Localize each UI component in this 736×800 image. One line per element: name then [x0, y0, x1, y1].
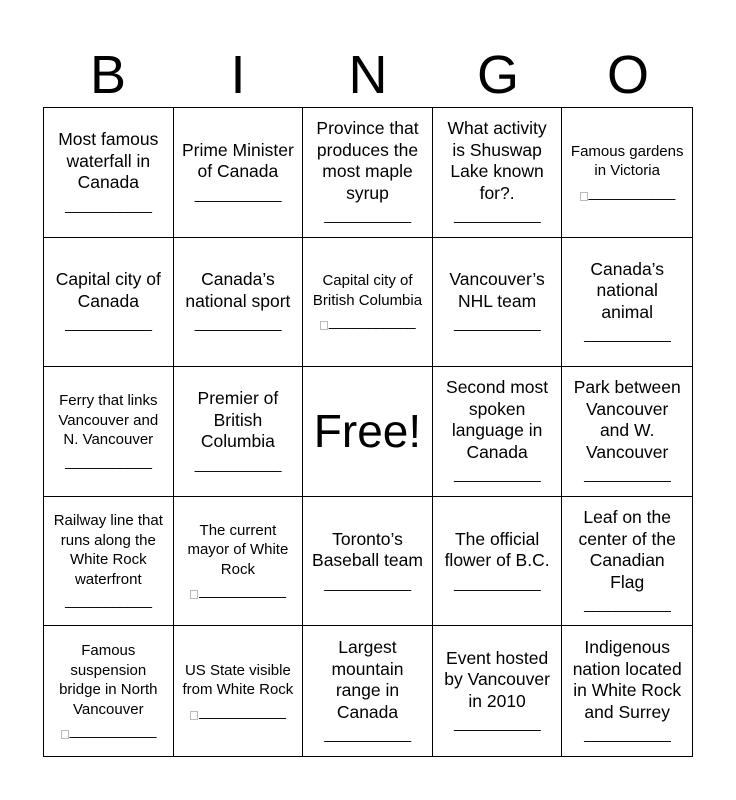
answer-blank: ___________ — [199, 702, 286, 720]
answer-line[interactable] — [324, 206, 410, 226]
checkbox-icon — [320, 321, 328, 330]
answer-line[interactable] — [454, 465, 540, 485]
cell-clue: Province that produces the most maple syrup — [316, 118, 419, 203]
header-letter-o: O — [606, 45, 649, 105]
answer-line[interactable] — [454, 206, 540, 226]
checkbox-icon — [190, 711, 198, 720]
header-letter-i: I — [230, 45, 246, 105]
checkbox-icon — [61, 730, 69, 739]
cell-clue: What activity is Shuswap Lake known for?. — [447, 118, 547, 203]
bingo-cell[interactable] — [562, 497, 692, 627]
bingo-cell[interactable] — [303, 626, 433, 756]
answer-line[interactable] — [190, 702, 285, 722]
answer-line[interactable] — [580, 183, 675, 203]
bingo-cell[interactable] — [433, 626, 563, 756]
answer-blank: ___________ — [194, 315, 282, 333]
bingo-cell[interactable] — [44, 367, 174, 497]
answer-line[interactable] — [584, 465, 670, 485]
cell-clue: Famous gardens in Victoria — [570, 142, 684, 180]
free-space-label: Free! — [313, 405, 422, 458]
answer-blank: ___________ — [324, 207, 411, 225]
header-letter-n: N — [348, 45, 388, 105]
cell-clue: US State visible from White Rock — [182, 661, 294, 699]
answer-blank: ___________ — [584, 466, 671, 484]
header-letter-g: G — [476, 45, 519, 105]
answer-blank: ___________ — [69, 722, 156, 740]
cell-clue: Prime Minister of Canada — [181, 139, 294, 182]
cell-clue: Park between Vancouver and W. Vancouver — [573, 377, 681, 462]
answer-line[interactable] — [195, 455, 281, 475]
cell-clue: Capital city of Canada — [55, 269, 161, 311]
bingo-cell[interactable] — [303, 497, 433, 627]
answer-blank: ___________ — [453, 207, 541, 225]
answer-blank: ___________ — [65, 196, 152, 214]
answer-blank: ___________ — [453, 715, 541, 733]
checkbox-icon — [190, 590, 198, 599]
answer-line[interactable] — [195, 185, 281, 205]
answer-blank: ___________ — [65, 315, 152, 333]
bingo-cell[interactable] — [433, 238, 563, 368]
cell-clue: The current mayor of White Rock — [187, 521, 289, 578]
bingo-cell[interactable] — [44, 238, 174, 368]
answer-line[interactable] — [454, 574, 540, 594]
answer-line[interactable] — [454, 714, 540, 734]
answer-line[interactable] — [65, 196, 151, 216]
answer-blank: ___________ — [453, 466, 541, 484]
answer-line[interactable] — [454, 314, 540, 334]
cell-clue: Ferry that links Vancouver and N. Vancouver — [58, 392, 159, 449]
answer-blank: ___________ — [588, 183, 675, 201]
bingo-cell[interactable] — [174, 238, 304, 368]
cell-clue: Event hosted by Vancouver in 2010 — [444, 647, 550, 711]
cell-clue: Second most spoken language in Canada — [446, 377, 549, 462]
cell-clue: Toronto’s Baseball team — [312, 528, 423, 571]
cell-clue: Canada’s national animal — [590, 258, 664, 322]
answer-blank: ___________ — [194, 455, 282, 473]
checkbox-icon — [580, 192, 588, 201]
answer-blank: ___________ — [65, 592, 152, 610]
answer-blank: ___________ — [453, 574, 541, 592]
free-space-cell[interactable] — [303, 367, 433, 497]
cell-clue: Most famous waterfall in Canada — [58, 129, 159, 193]
bingo-cell[interactable] — [303, 108, 433, 238]
bingo-cell[interactable] — [562, 108, 692, 238]
answer-line[interactable] — [324, 574, 410, 594]
bingo-cell[interactable] — [174, 108, 304, 238]
bingo-cell[interactable] — [562, 367, 692, 497]
answer-blank: ___________ — [328, 313, 416, 331]
header-letter-b: B — [89, 45, 127, 105]
cell-clue: Famous suspension bridge in North Vancouver — [59, 642, 158, 718]
bingo-cell[interactable] — [562, 626, 692, 756]
answer-line[interactable] — [65, 314, 151, 334]
answer-blank: ___________ — [65, 452, 152, 470]
answer-blank: ___________ — [324, 574, 411, 592]
cell-clue: Railway line that runs along the White Rock waterfront — [53, 512, 163, 588]
answer-blank: ___________ — [584, 596, 671, 614]
bingo-cell[interactable] — [562, 238, 692, 368]
bingo-cell[interactable] — [433, 108, 563, 238]
answer-line[interactable] — [324, 725, 410, 745]
cell-clue: Capital city of British Columbia — [312, 272, 423, 309]
bingo-cell[interactable] — [433, 367, 563, 497]
cell-clue: Premier of British Columbia — [197, 388, 279, 452]
cell-clue: Vancouver’s NHL team — [449, 269, 545, 311]
bingo-cell[interactable] — [174, 497, 304, 627]
bingo-grid — [43, 107, 693, 757]
bingo-cell[interactable] — [174, 367, 304, 497]
answer-line[interactable] — [190, 581, 285, 601]
bingo-cell[interactable] — [433, 497, 563, 627]
answer-line[interactable] — [584, 725, 670, 745]
bingo-cell[interactable] — [44, 108, 174, 238]
answer-blank: ___________ — [324, 726, 411, 744]
answer-line[interactable] — [320, 312, 415, 332]
answer-line[interactable] — [65, 591, 151, 611]
answer-blank: ___________ — [194, 185, 282, 203]
bingo-cell[interactable] — [303, 238, 433, 368]
cell-clue: The official flower of B.C. — [444, 528, 550, 571]
cell-clue: Canada’s national sport — [185, 269, 291, 311]
cell-clue: Leaf on the center of the Canadian Flag — [578, 507, 676, 592]
answer-blank: ___________ — [584, 326, 671, 344]
answer-line[interactable] — [584, 325, 670, 345]
bingo-cell[interactable] — [174, 626, 304, 756]
answer-line[interactable] — [195, 314, 281, 334]
answer-line[interactable] — [61, 721, 156, 741]
cell-clue: Indigenous nation located in White Rock and Surrey — [572, 637, 682, 722]
answer-blank: ___________ — [453, 315, 541, 333]
bingo-header — [43, 44, 693, 106]
answer-line[interactable] — [584, 595, 670, 615]
cell-clue: Largest mountain range in Canada — [331, 637, 404, 722]
bingo-cell[interactable] — [44, 626, 174, 756]
answer-blank: ___________ — [584, 726, 671, 744]
bingo-cell[interactable] — [44, 497, 174, 627]
answer-blank: ___________ — [199, 582, 286, 600]
answer-line[interactable] — [65, 452, 151, 472]
